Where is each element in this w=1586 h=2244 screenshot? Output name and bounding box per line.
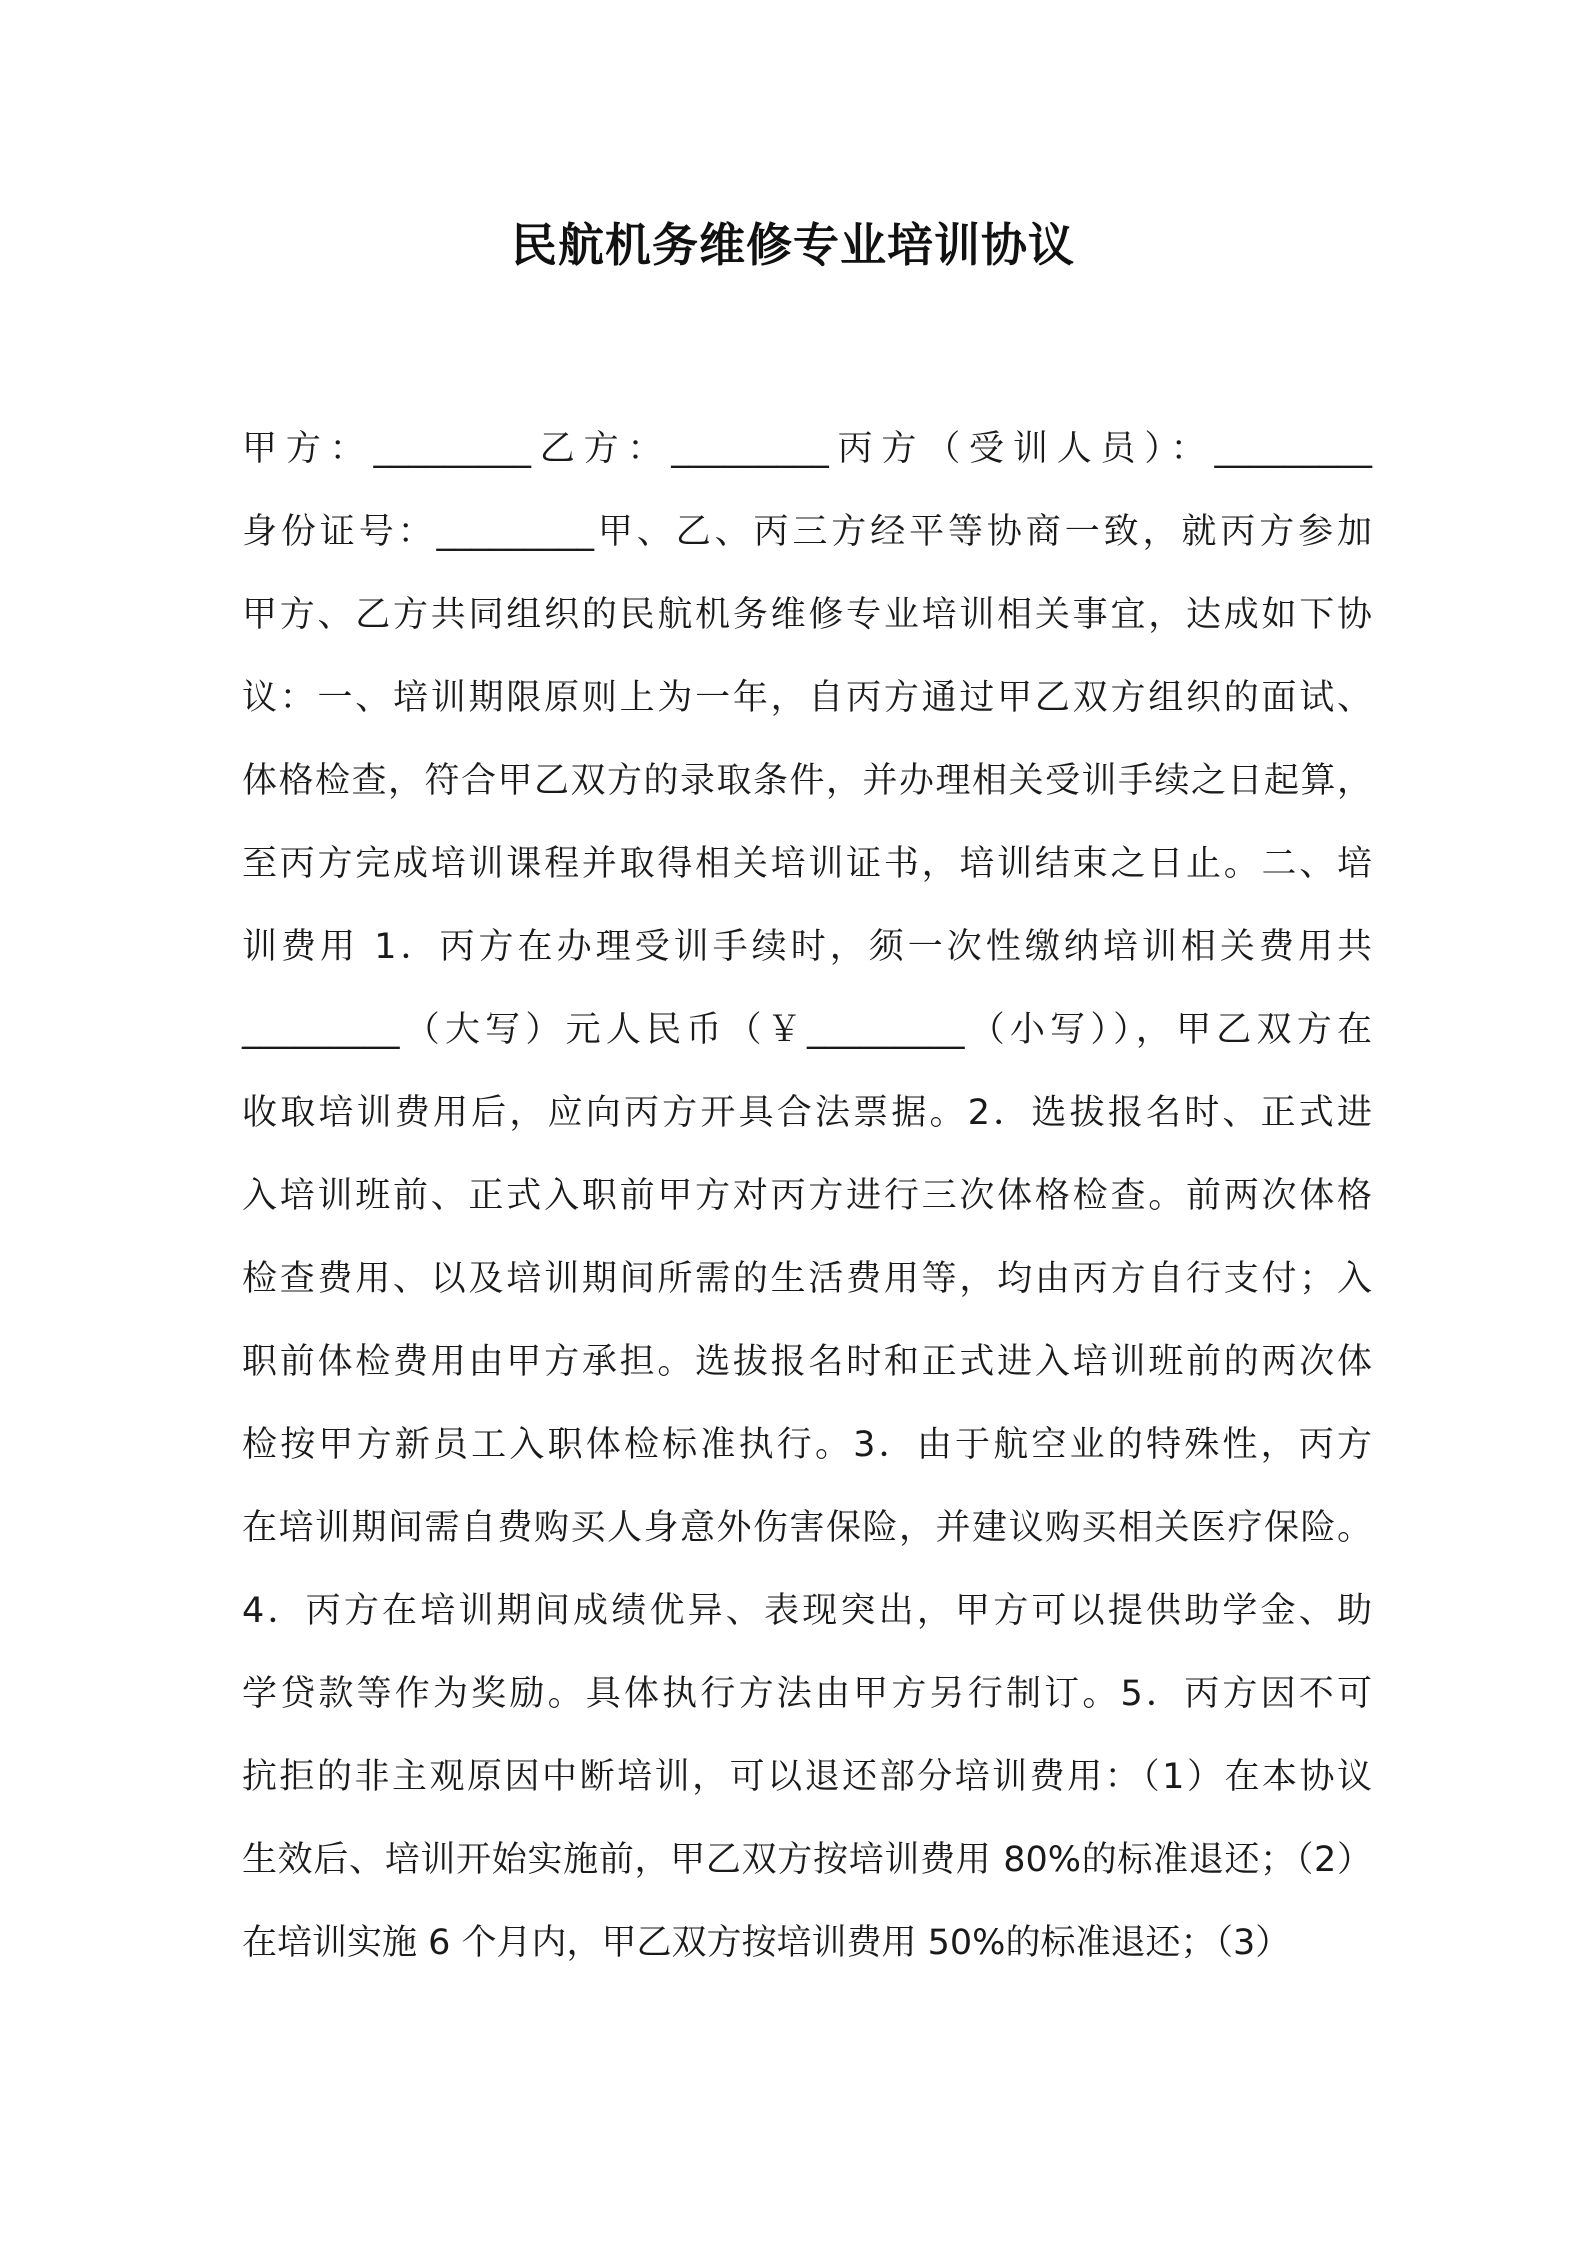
body-line: 检按甲方新员工入职体检标准执行。3．由于航空业的特殊性，丙方 — [242, 1425, 1372, 1465]
body-line: 生效后、培训开始实施前，甲乙双方按培训费用 80%的标准退还；（2） — [242, 1840, 1372, 1880]
body-line: 在培训期间需自费购买人身意外伤害保险，并建议购买相关医疗保险。 — [242, 1508, 1372, 1548]
body-line: 抗拒的非主观原因中断培训，可以退还部分培训费用：（1）在本协议 — [242, 1757, 1372, 1797]
body-line: 检查费用、以及培训期间所需的生活费用等，均由丙方自行支付；入 — [242, 1259, 1372, 1299]
body-line: 体格检查，符合甲乙双方的录取条件，并办理相关受训手续之日起算， — [242, 761, 1372, 801]
body-line: 职前体检费用由甲方承担。选拔报名时和正式进入培训班前的两次体 — [242, 1342, 1372, 1382]
document-body — [242, 408, 1372, 1985]
body-line: 学贷款等作为奖励。具体执行方法由甲方另行制订。5．丙方因不可 — [242, 1674, 1372, 1714]
body-line: 甲方、乙方共同组织的民航机务维修专业培训相关事宜，达成如下协 — [242, 595, 1372, 635]
body-line: 身份证号：_________甲、乙、丙三方经平等协商一致，就丙方参加 — [242, 512, 1372, 552]
body-line: 至丙方完成培训课程并取得相关培训证书，培训结束之日止。二、培 — [242, 844, 1372, 884]
body-line: 收取培训费用后，应向丙方开具合法票据。2．选拔报名时、正式进 — [242, 1093, 1372, 1133]
body-line: 入培训班前、正式入职前甲方对丙方进行三次体格检查。前两次体格 — [242, 1176, 1372, 1216]
body-line: 甲方：_________乙方：_________丙方（受训人员）：_________ — [242, 429, 1372, 469]
body-line: 训费用 1．丙方在办理受训手续时，须一次性缴纳培训相关费用共 — [242, 927, 1372, 967]
body-line: 4．丙方在培训期间成绩优异、表现突出，甲方可以提供助学金、助 — [242, 1591, 1372, 1631]
document-title: 民航机务维修专业培训协议 — [511, 218, 1075, 272]
body-line: _________（大写）元人民币（￥_________（小写）），甲乙双方在 — [242, 1010, 1372, 1050]
body-line: 议：一、培训期限原则上为一年，自丙方通过甲乙双方组织的面试、 — [242, 678, 1372, 718]
body-line: 在培训实施 6 个月内，甲乙双方按培训费用 50%的标准退还；（3） — [242, 1923, 1291, 1963]
